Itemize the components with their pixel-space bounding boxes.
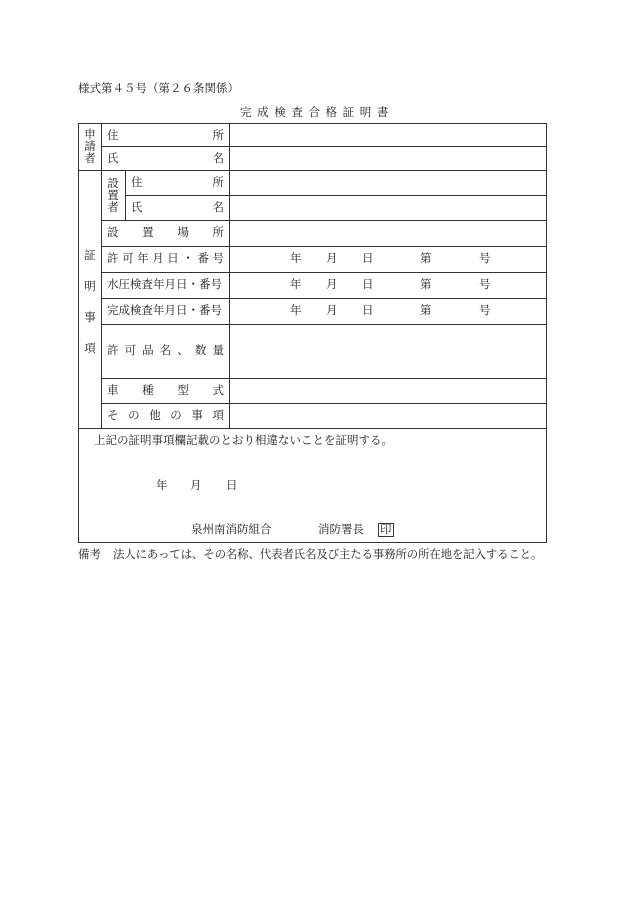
row-divider: [125, 195, 547, 196]
label-char: 他: [149, 408, 161, 422]
label-char: 氏: [131, 200, 143, 214]
proof-group-label: [83, 240, 97, 364]
label-char: 氏: [107, 151, 119, 165]
column-divider: [125, 170, 126, 220]
completion-dai: 第: [420, 303, 432, 317]
label-char: 明: [359, 105, 377, 119]
label-char: 数: [194, 343, 207, 357]
pressure-dai: 第: [420, 277, 432, 291]
pressure-day: 日: [362, 277, 374, 291]
vertical-char: 事: [84, 310, 96, 324]
label-char: 検: [274, 105, 292, 119]
note-text: 法人にあっては、その名称、代表者氏名及び主たる事務所の所在地を記入すること。: [113, 547, 543, 561]
label-char: 許: [107, 251, 119, 265]
label-char: 住: [107, 128, 119, 142]
label-char: 完: [240, 105, 258, 119]
label-char: 設: [107, 225, 119, 239]
label-char: の: [170, 408, 182, 422]
completion-go: 号: [479, 303, 491, 317]
vertical-char: 明: [84, 279, 96, 293]
row-divider: [101, 146, 547, 147]
applicant-address-label: [107, 130, 224, 142]
row-divider: [101, 324, 547, 325]
label-char: 月: [152, 251, 164, 265]
label-char: 格: [325, 105, 343, 119]
label-char: 住: [131, 175, 143, 189]
row-divider: [101, 298, 547, 299]
label-char: の: [128, 408, 140, 422]
label-char: 可: [122, 251, 134, 265]
issuing-organization: 泉州南消防組合: [191, 522, 272, 536]
note-label: 備考: [78, 547, 101, 561]
label-char: 証: [342, 105, 360, 119]
pressure-year: 年: [290, 277, 302, 291]
certification-year: 年: [156, 478, 168, 492]
permit-label: [107, 253, 224, 265]
label-char: 品: [142, 343, 154, 357]
label-char: 種: [142, 383, 154, 397]
certification-statement: 上記の証明事項欄記載のとおり相違ないことを証明する。: [94, 433, 393, 447]
applicant-name-label: [107, 153, 224, 165]
label-char: 所: [212, 128, 224, 142]
label-char: 許: [107, 343, 119, 357]
column-divider: [101, 123, 102, 428]
label-char: 名: [212, 200, 224, 214]
certification-month: 月: [190, 478, 202, 492]
vertical-char: 項: [84, 341, 96, 355]
label-char: 名: [159, 343, 172, 357]
row-divider: [101, 272, 547, 273]
permit-month: 月: [326, 251, 338, 265]
label-char: 査: [291, 105, 309, 119]
chief-title: 消防署長: [318, 522, 364, 536]
label-char: 車: [107, 383, 119, 397]
column-divider: [229, 123, 230, 428]
label-char: 置: [142, 225, 154, 239]
permit-year: 年: [290, 251, 302, 265]
product-label: [107, 345, 224, 357]
vertical-char: 者: [107, 200, 119, 215]
installer-name-label: [131, 202, 224, 214]
label-char: 所: [212, 225, 224, 239]
label-char: そ: [107, 408, 119, 422]
label-char: 項: [212, 408, 224, 422]
label-char: 式: [212, 383, 224, 397]
label-char: 場: [177, 225, 189, 239]
label-char: 成: [257, 105, 275, 119]
vehicle-label: [107, 385, 224, 397]
pressure-month: 月: [326, 277, 338, 291]
installer-group-label: [106, 177, 120, 213]
row-divider: [101, 246, 547, 247]
completion-month: 月: [326, 303, 338, 317]
vertical-char: 申: [84, 127, 96, 141]
vertical-char: 者: [84, 151, 96, 166]
pressure-label: 水圧検査年月日・番号: [107, 277, 222, 291]
vertical-char: 設: [107, 176, 119, 190]
row-divider: [78, 428, 547, 429]
permit-day: 日: [362, 251, 374, 265]
pressure-go: 号: [479, 277, 491, 291]
label-char: 番: [197, 251, 209, 265]
vertical-char: 置: [107, 188, 119, 203]
row-divider: [101, 378, 547, 379]
label-char: 日: [167, 251, 179, 265]
label-char: 可: [124, 343, 137, 357]
label-char: 年: [137, 251, 149, 265]
vertical-char: 証: [84, 248, 96, 262]
label-char: 名: [212, 151, 224, 165]
installer-address-label: [131, 177, 224, 189]
row-divider: [101, 220, 547, 221]
form-number: 様式第４５号（第２６条関係）: [78, 81, 239, 95]
seal-mark: 印: [380, 522, 392, 536]
other-label: [107, 410, 224, 422]
location-label: [107, 227, 224, 239]
label-char: 型: [177, 383, 189, 397]
label-char: ・: [182, 251, 194, 265]
permit-dai: 第: [420, 251, 432, 265]
label-char: 号: [212, 251, 224, 265]
label-char: 所: [212, 175, 224, 189]
label-char: 事: [191, 408, 203, 422]
label-char: 量: [212, 343, 224, 357]
completion-day: 日: [362, 303, 374, 317]
certification-day: 日: [226, 478, 238, 492]
label-char: 合: [308, 105, 326, 119]
applicant-group-label: [83, 128, 97, 164]
completion-year: 年: [290, 303, 302, 317]
row-divider: [78, 170, 547, 171]
completion-label: 完成検査年月日・番号: [107, 303, 222, 317]
title-text: [240, 105, 394, 119]
permit-go: 号: [479, 251, 491, 265]
document-title: [240, 105, 394, 119]
label-char: 書: [376, 105, 394, 119]
vertical-char: 請: [84, 139, 96, 154]
row-divider: [101, 403, 547, 404]
label-char: 、: [177, 343, 189, 357]
